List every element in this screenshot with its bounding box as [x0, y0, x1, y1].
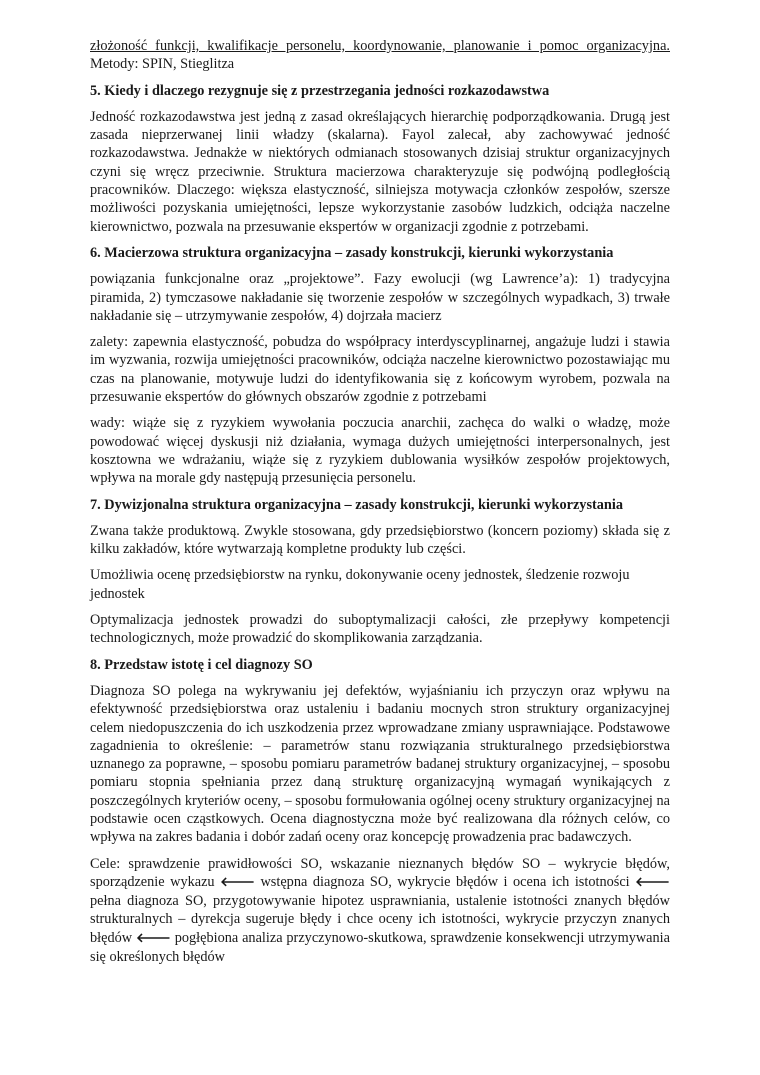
section-8-paragraph-1: Diagnoza SO polega na wykrywaniu jej defektów, wyjaśnianiu ich przyczyn oraz wpływu na efektywność przedsiębiorstwa oraz ustaleniu i badaniu mocnych stron struktury organizacyjnej celem niedopuszczenia do ich uszkodzenia przez wprowadzane zmiany usprawniające. Podstawowe zagadnienia to określenie: – parametrów stanu rozwiązania strukturalnego przedsiębiorstwa uznanego za poprawne, – sposobu pomiaru parametrów badanej struktury organizacyjnej, – sposobu pomiaru stopnia spełniania przez daną strukturę organizacyjną wymagań wynikających z poszczególnych kryteriów oceny, – sposobu formułowania ogólnej oceny struktury organizacyjnej na podstawie ocen cząstkowych. Ocena diagnostyczna może być realizowana dla różnych celów, co wpływa na zakres badania i dobór zadań oceny oraz koncepcję prowadzenia prac badawczych.: [90, 682, 670, 846]
goals-text-3: pełna diagnoza SO, przygotowywanie hipotez usprawniania, ustalenie istotności znanych błędów strukturalnych – dyrekcja sugeruje błędy i chce oceny ich istotności, wykrycie przyczyn znanych błędów: [90, 893, 670, 946]
section-7-paragraph-3: Optymalizacja jednostek prowadzi do suboptymalizacji całości, złe przepływy kompetencji technologicznych, może prowadzić do skomplikowania zarządzania.: [90, 612, 670, 647]
section-8-heading: 8. Przedstaw istotę i cel diagnozy SO: [90, 656, 313, 673]
section-5-heading: 5. Kiedy i dlaczego rezygnuje się z przestrzegania jedności rozkazodawstwa: [90, 82, 550, 99]
goals-text-4: pogłębiona analiza przyczynowo-skutkowa, sprawdzenie konsekwencji utrzymywania się określonych błędów: [90, 929, 670, 966]
left-arrow-icon: 🡐: [635, 874, 671, 890]
section-7-paragraph-1: Zwana także produktową. Zwykle stosowana, gdy przedsiębiorstwo (koncern poziomy) składa się z kilku zakładów, które wytwarzają kompletne produkty lub części.: [90, 522, 670, 558]
section-6-heading: 6. Macierzowa struktura organizacyjna – zasady konstrukcji, kierunki wykorzystania: [90, 244, 614, 261]
intro-rest: Metody: SPIN, Stieglitza: [90, 56, 235, 73]
intro-paragraph: [90, 37, 670, 74]
section-8-goals-paragraph: [90, 855, 670, 967]
goals-text-1: Cele: sprawdzenie prawidłowości SO, wskazanie nieznanych błędów SO – wykrycie błędów, sporządzenie wykazu: [90, 855, 670, 890]
section-7-paragraph-2: Umożliwia ocenę przedsiębiorstw na rynku, dokonywanie oceny jednostek, śledzenie rozwoju jednostek: [90, 567, 630, 602]
section-6-paragraph-2: zalety: zapewnia elastyczność, pobudza do współpracy interdyscyplinarnej, angażuje ludzi i stawia im wyzwania, rozwija umiejętności pracowników, odciąża naczelne kierownictwo pozostawiając mu czas na planowanie, motywuje ludzi do identyfikowania się z końcowym wyrobem, pozwala na przesuwanie ekspertów do głównych obszarów zgodnie z potrzebami: [90, 334, 670, 406]
document-body: [90, 37, 670, 974]
section-7-heading: 7. Dywizjonalna struktura organizacyjna – zasady konstrukcji, kierunki wykorzystania: [90, 496, 623, 513]
section-6-paragraph-1: powiązania funkcjonalne oraz „projektowe”. Fazy ewolucji (wg Lawrence’a): 1) tradycyjna piramida, 2) tymczasowe nakładanie się tworzenie zespołów w szczególnych wypadkach, 3) trwałe nakładanie się – utrzymywanie zespołów, 4) dojrzała macierz: [90, 271, 670, 324]
left-arrow-icon: 🡐: [220, 874, 255, 890]
section-5-paragraph: Jedność rozkazodawstwa jest jedną z zasad określających hierarchię podporządkowania. Drugą jest zasada nieprzerwanej linii władzy (skalarna). Fayol zalecał, aby zachowywać jedność rozkazodawstwa. Jednakże w niektórych odmianach stosowanych dzisiaj struktur organizacyjnych czyni się wręcz przeciwnie. Struktura macierzowa charakteryzuje się podwójną podległością pracowników. Dlaczego: większa elastyczność, silniejsza motywacja członków zespołów, szersze możliwości pozyskania umiejętności, lepsze wykorzystanie zasobów ludzkich, odciąża naczelne kierownictwo, pozwala na przesuwanie ekspertów w organizacji zgodnie z potrzebami.: [90, 108, 670, 235]
underlined-text: złożoność funkcji, kwalifikacje personelu, koordynowanie, planowanie i pomoc organizacyjna.: [90, 38, 670, 54]
left-arrow-icon: 🡐: [135, 930, 171, 946]
goals-text-2: wstępna diagnoza SO, wykrycie błędów i ocena ich istotności: [254, 873, 636, 890]
section-6-paragraph-3: wady: wiąże się z ryzykiem wywołania poczucia anarchii, zachęca do walki o władzę, może powodować więcej dyskusji niż działania, wymaga dużych umiejętności interpersonalnych, jest kosztowna we wdrażaniu, wiąże się z ryzykiem dublowania wysiłków zespołów projektowych, wpływa na morale gdy następują przesunięcia personelu.: [90, 415, 670, 487]
